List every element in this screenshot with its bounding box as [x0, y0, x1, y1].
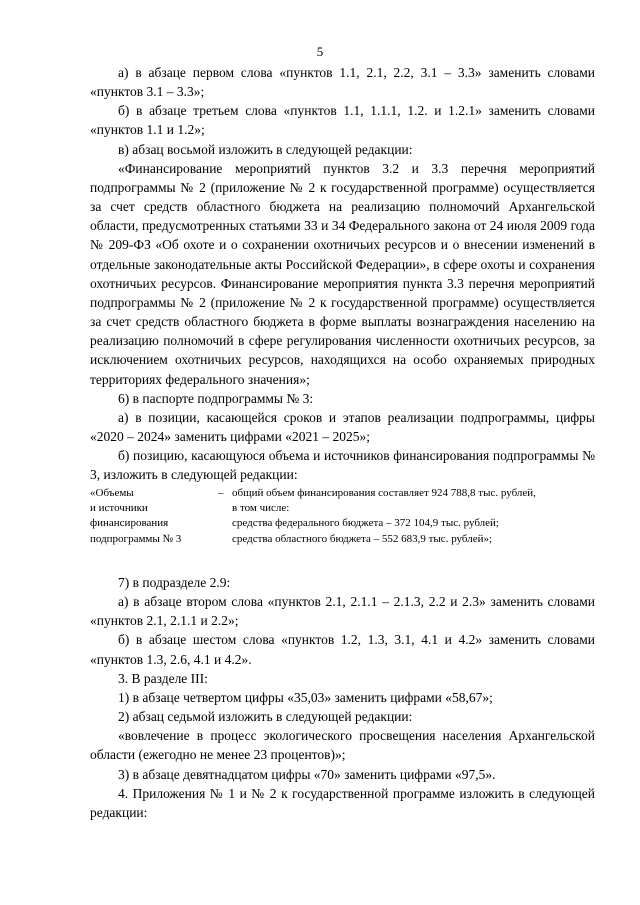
- value-line: средства федерального бюджета – 372 104,9 тыс. рублей;: [232, 517, 499, 530]
- paragraph: а) в позиции, касающейся сроков и этапов реализации подпрограммы, цифры «2020 – 2024» заменить цифрами «2021 – 2025»;: [90, 409, 595, 444]
- value-line: общий объем финансирования составляет 924 788,8 тыс. рублей,: [232, 487, 536, 499]
- paragraph: 3. В разделе III:: [118, 670, 208, 686]
- paragraph: а) в абзаце первом слова «пунктов 1.1, 2.1, 2.2, 3.1 – 3.3» заменить словами «пунктов 3.1 – 3.3»;: [90, 65, 595, 100]
- paragraph: б) в абзаце третьем слова «пунктов 1.1, 1.1.1, 1.2. и 1.2.1» заменить словами «пунктов 1.1 и 1.2»;: [90, 103, 595, 138]
- paragraph: б) в абзаце шестом слова «пунктов 1.2, 1.3, 3.1, 4.1 и 4.2» заменить словами «пунктов 1.3, 2.6, 4.1 и 4.2».: [90, 632, 595, 667]
- page-number: 5: [316, 44, 324, 59]
- paragraph: а) в абзаце втором слова «пунктов 2.1, 2.1.1 – 2.1.3, 2.2 и 2.3» заменить словами «пунктов 2.1, 2.1.1 и 2.2»;: [90, 594, 595, 629]
- label-line: и источники: [90, 502, 148, 515]
- label-line: «Объемы: [90, 487, 134, 499]
- funding-table: [90, 486, 598, 547]
- body-text-bottom: [90, 573, 595, 822]
- label-line: финансирования: [90, 517, 169, 530]
- body-text-top: [90, 63, 595, 484]
- paragraph: 1) в абзаце четвертом цифры «35,03» заменить цифрами «58,67»;: [118, 689, 493, 705]
- paragraph: 6) в паспорте подпрограммы № 3:: [118, 390, 314, 406]
- paragraph: 7) в подразделе 2.9:: [118, 575, 231, 590]
- funding-dash: –: [218, 487, 224, 499]
- paragraph-quote: «вовлечение в процесс экологического просвещения населения Архангельской области (ежегодно не менее 23 процентов)»;: [90, 728, 595, 763]
- value-line: средства областного бюджета – 552 683,9 тыс. рублей»;: [232, 532, 493, 545]
- value-line: в том числе:: [232, 502, 290, 515]
- label-line: подпрограммы № 3: [90, 532, 182, 545]
- paragraph: 3) в абзаце девятнадцатом цифры «70» заменить цифрами «97,5».: [118, 766, 496, 782]
- paragraph: б) позицию, касающуюся объема и источников финансирования подпрограммы № 3, изложить в следующей редакции:: [90, 448, 595, 483]
- paragraph-quote: «Финансирование мероприятий пунктов 3.2 и 3.3 перечня мероприятий подпрограммы № 2 (приложение № 2 к государственной программе) осуществляется за счет средств областного бюджета на реализацию полномочий Архангельской области, предусмотренных статьями 33 и 34 Федерального закона от 24 июля 2009 года № 209-ФЗ «Об охоте и о сохранении охотничьих ресурсов и о внесении изменений в отдельные законодательные акты Российской Федерации», в сфере охоты и сохранения охотничьих ресурсов. Финансирование мероприятия пункта 3.3 перечня мероприятий подпрограммы № 2 (приложение № 2 к государственной программе) осуществляется за счет средств областного бюджета в форме выплаты вознаграждения населению на реализацию полномочий в сфере регулирования численности охотничьих ресурсов, за исключением охотничьих ресурсов, находящихся на особо охраняемых природных территориях федерального значения»;: [90, 160, 595, 387]
- paragraph: 4. Приложения № 1 и № 2 к государственной программе изложить в следующей редакции:: [90, 785, 595, 820]
- paragraph: в) абзац восьмой изложить в следующей редакции:: [118, 141, 413, 157]
- funding-label: [90, 486, 218, 547]
- paragraph: 2) абзац седьмой изложить в следующей редакции:: [118, 709, 413, 725]
- funding-values: [232, 486, 598, 547]
